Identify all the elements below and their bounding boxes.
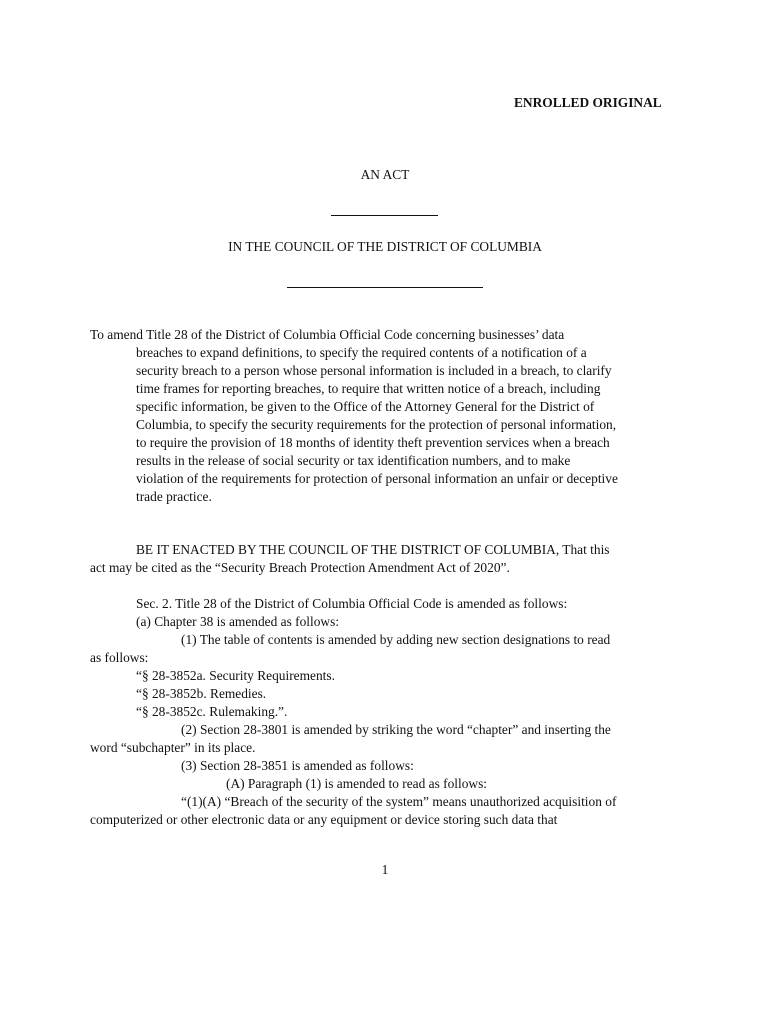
title-line: Columbia, to specify the security requirements for the protection of personal information, [136, 417, 617, 432]
enacting-clause-line: BE IT ENACTED BY THE COUNCIL OF THE DISTRICT OF COLUMBIA, That this [136, 542, 610, 557]
section-designation: “§ 28-3852a. Security Requirements. [136, 668, 335, 683]
title-line: results in the release of social security or tax identification numbers, and to make [136, 453, 571, 468]
section-designation: “§ 28-3852b. Remedies. [136, 686, 267, 701]
section-line: Sec. 2. Title 28 of the District of Columbia Official Code is amended as follows: [136, 596, 568, 611]
section-line: computerized or other electronic data or any equipment or device storing such data that [90, 812, 558, 827]
council-heading: IN THE COUNCIL OF THE DISTRICT OF COLUMBIA [228, 239, 542, 254]
section-line: (a) Chapter 38 is amended as follows: [136, 614, 340, 629]
act-number-rule [331, 215, 438, 216]
title-line: To amend Title 28 of the District of Columbia Official Code concerning businesses’ data [90, 327, 565, 342]
title-line: trade practice. [136, 489, 212, 504]
section-designation: “§ 28-3852c. Rulemaking.”. [136, 704, 288, 719]
enrolled-original-label: ENROLLED ORIGINAL [514, 95, 662, 110]
title-line: to require the provision of 18 months of identity theft prevention services when a breach [136, 435, 610, 450]
section-line: (3) Section 28-3851 is amended as follows: [181, 758, 414, 773]
title-line: security breach to a person whose personal information is included in a breach, to clarify [136, 363, 612, 378]
act-heading: AN ACT [360, 167, 410, 182]
section-line: “(1)(A) “Breach of the security of the system” means unauthorized acquisition of [181, 794, 617, 809]
section-line: (2) Section 28-3801 is amended by striking the word “chapter” and inserting the [181, 722, 611, 737]
section-line: word “subchapter” in its place. [90, 740, 256, 755]
title-line: breaches to expand definitions, to specify the required contents of a notification of a [136, 345, 587, 360]
title-line: time frames for reporting breaches, to require that written notice of a breach, including [136, 381, 601, 396]
title-line: violation of the requirements for protection of personal information an unfair or deceptive [136, 471, 618, 486]
page-number: 1 [381, 862, 389, 877]
section-line: (1) The table of contents is amended by adding new section designations to read [181, 632, 611, 647]
title-line: specific information, be given to the Office of the Attorney General for the District of [136, 399, 595, 414]
enacting-clause-line: act may be cited as the “Security Breach Protection Amendment Act of 2020”. [90, 560, 510, 575]
section-line: (A) Paragraph (1) is amended to read as follows: [226, 776, 488, 791]
date-rule [287, 287, 483, 288]
section-line: as follows: [90, 650, 149, 665]
